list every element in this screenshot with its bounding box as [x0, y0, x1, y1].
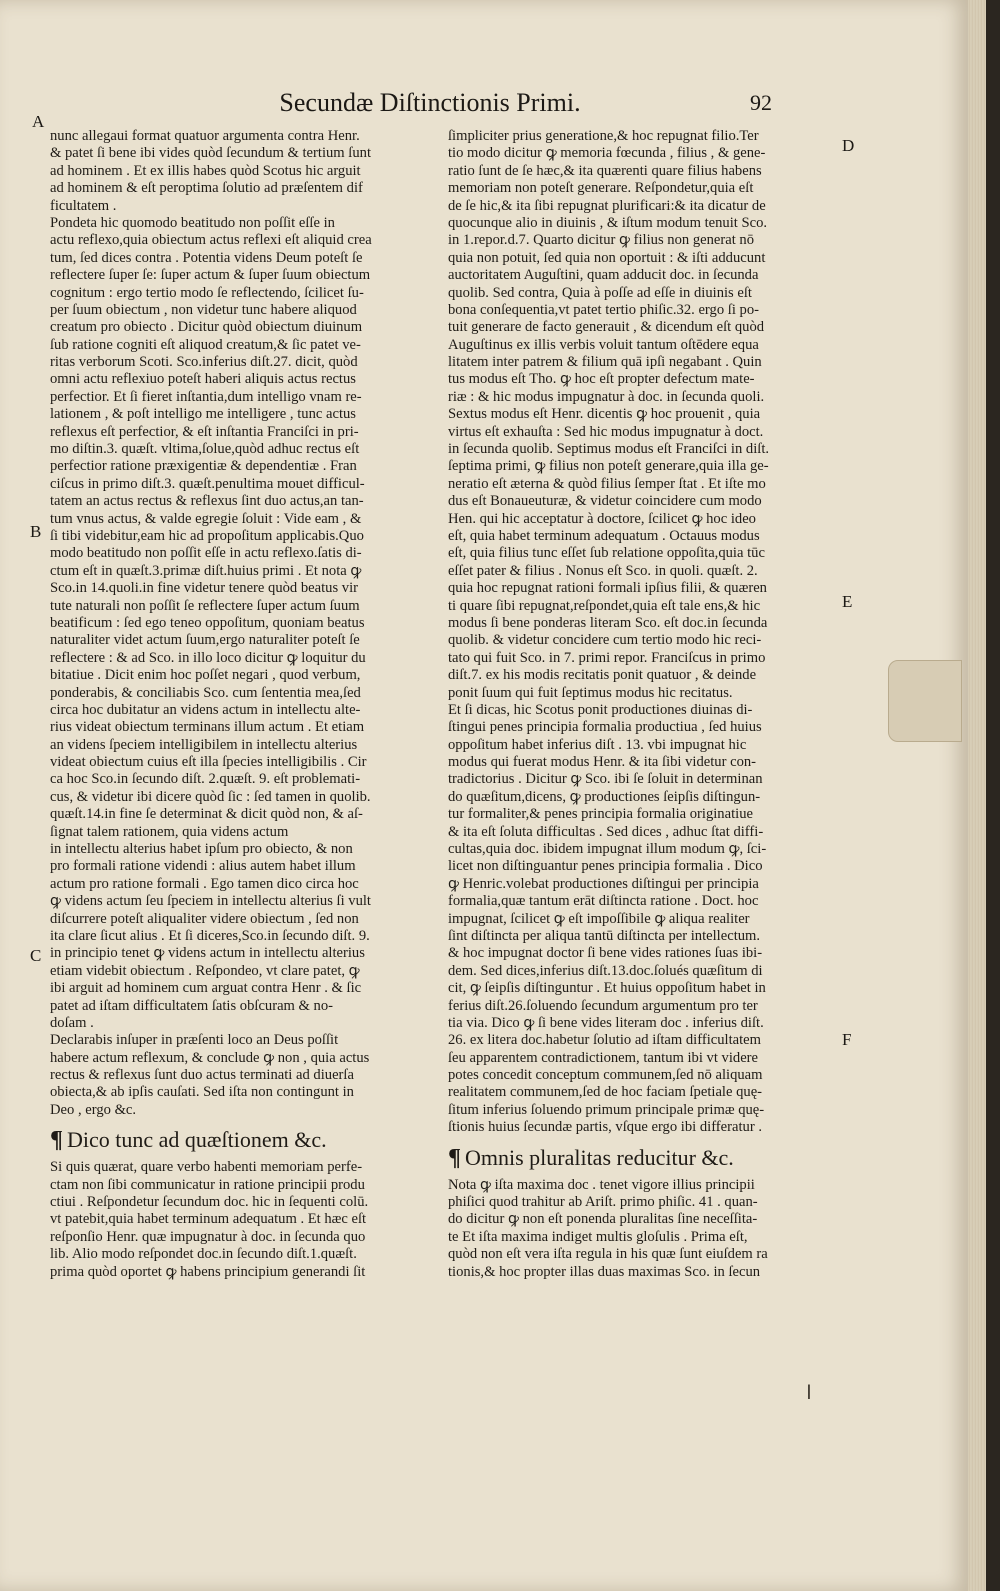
text-line: ita clare ſicut alius . Et ſi diceres,Sco.in ſecundo diſt. 9.: [50, 927, 370, 944]
text-line: beatificum : ſed ego teneo oppoſitum, quoniam beatus: [50, 614, 365, 631]
text-line: riæ : & hic modus impugnatur à doc. in ſecunda quoli.: [448, 388, 765, 405]
text-line: ſeu apparentem contradictionem, tantum ibi vt videre: [448, 1049, 759, 1066]
text-line: modus ſi bene ponderas literam Sco. eſt doc.in ſecunda: [448, 614, 768, 631]
text-line: perfectior. Et ſi fieret inſtantia,dum intelligo vnam re-: [50, 388, 362, 405]
text-line: Et ſi dicas, hic Scotus ponit productiones diuinas di-: [448, 701, 753, 718]
text-line: reflectere : & ad Sco. in illo loco dicitur ꝙ loquitur du: [50, 649, 366, 666]
text-line: impugnat, ſcilicet ꝙ eſt impoſſibile ꝙ aliqua realiter: [448, 910, 750, 927]
text-line: realitatem communem,ſed de hoc faciam ſpetiale quę-: [448, 1084, 763, 1101]
page-clip: [888, 660, 962, 742]
text-line: ctiui . Reſpondetur ſecundum doc. hic in ſequenti colū.: [50, 1194, 369, 1211]
text-line: dus eſt Bonaueuturæ, & videtur coincidere cum modo: [448, 493, 762, 510]
text-line: memoriam non poteſt generare. Reſpondetur,quia eſt: [448, 180, 754, 197]
text-line: Declarabis inſuper in præſenti loco an Deus poſſit: [50, 1032, 339, 1049]
text-line: do quæſitum,dicens, ꝙ productiones ſeipſis diſtingun-: [448, 788, 761, 805]
text-line: licet non diſtinguantur penes principia formalia . Dico: [448, 858, 763, 875]
text-line: ſint diſtincta per aliqua tantū diſtincta per intellectum.: [448, 927, 761, 944]
text-line: ritas verborum Scoti. Sco.inferius diſt.27. dicit, quòd: [50, 354, 358, 371]
left-column-body: [50, 128, 450, 1119]
text-line: ꝙ Henric.volebat productiones diſtingui per principia: [448, 875, 759, 892]
text-line: Sextus modus eſt Henr. dicentis ꝙ hoc prouenit , quia: [448, 406, 761, 423]
margin-letter-e: E: [842, 592, 853, 611]
text-line: dem. Sed dices,inferius diſt.13.doc.ſolués quæſitum di: [448, 962, 763, 979]
text-line: ſi tibi videbitur,eam hic ad propoſitum applicabis.Quo: [50, 527, 364, 544]
margin-letter-d: D: [842, 136, 855, 155]
text-line: rius videat obiectum terminans illum actum . Et etiam: [50, 719, 365, 736]
folio-number: 92: [750, 90, 772, 115]
text-line: bona conſequentia,vt patet tertio phiſic.32. ergo ſi po-: [448, 301, 759, 318]
text-line: formalia,quæ tantum erāt diſtincta ratione . Doct. hoc: [448, 893, 759, 910]
text-line: ratio ſunt de ſe hæc,& ita quærenti quare filius habens: [448, 162, 762, 179]
text-line: ti quare ſibi repugnat,reſpondet,quia eſt tale ens,& hic: [448, 597, 761, 614]
text-line: doſam .: [50, 1014, 94, 1031]
section-heading-left: [50, 1125, 450, 1155]
margin-letter-c: C: [30, 946, 42, 965]
text-line: Auguſtinus ex illis verbis voluit tantum oſtēdere equa: [448, 336, 759, 353]
text-line: ſtionis huius ſecundæ partis, vſque ergo ibi differatur .: [448, 1119, 762, 1136]
text-line: cultas,quia doc. ibidem impugnat illum modum ꝙ, ſci-: [448, 841, 767, 858]
text-line: Si quis quærat, quare verbo habenti memoriam perfe-: [50, 1159, 363, 1176]
text-line: ferius diſt.26.ſoluendo ſecundum argumentum pro ter: [448, 997, 758, 1014]
text-line: in ſecunda quolib. Septimus modus eſt Franciſci in diſt.: [448, 441, 770, 458]
text-line: ſimpliciter prius generatione,& hoc repugnat filio.Ter: [448, 128, 759, 144]
text-line: do dicitur ꝙ non eſt ponenda pluralitas ſine neceſſita-: [448, 1211, 758, 1228]
text-line: tato qui fuit Sco. in 7. primi repor. Franciſcus in primo: [448, 649, 766, 666]
text-line: diſcurrere poteſt aliqualiter videre obiectum , ſed non: [50, 910, 359, 927]
right-column-body-after: [448, 1177, 840, 1281]
text-line: quòd non eſt vera iſta regula in his quæ ſunt eiuſdem ra: [448, 1246, 768, 1263]
text-line: in intellectu alterius habet ipſum pro obiecto, & non: [50, 841, 353, 858]
section-heading-right-text: Omnis pluralitas reducitur &c.: [464, 1144, 734, 1170]
text-line: etiam videbit obiectum . Reſpondeo, vt clare patet, ꝙ: [50, 962, 360, 979]
text-line: virtus eſt exhauſta : Sed hic modus impugnatur à doct.: [448, 423, 764, 440]
text-line: tia via. Dico ꝙ ſi bene vides literam doc . inferius diſt.: [448, 1014, 764, 1031]
text-line: Hen. qui hic acceptatur à doctore, ſcilicet ꝙ hoc ideo: [448, 510, 756, 527]
text-line: videat obiectum cuius eſt illa ſpecies intelligibilis . Cir: [50, 754, 367, 771]
section-heading-right: [448, 1143, 840, 1173]
text-line: tum, ſed dices contra . Potentia videns Deum poteſt ſe: [50, 249, 363, 266]
text-line: naturaliter videt actum ſuum,ergo naturaliter poteſt ſe: [50, 632, 360, 649]
text-line: ad hominem & eſt peroptima ſolutio ad præſentem dif: [50, 180, 363, 197]
pilcrow-icon: ¶: [50, 1127, 63, 1154]
text-line: ctum eſt in quæſt.3.primæ diſt.huius primi . Et nota ꝙ: [50, 562, 362, 579]
text-line: creatum pro obiecto . Dicitur quòd obiectum diuinum: [50, 319, 363, 336]
text-line: ibi arguit ad hominem cum arguat contra Henr . & ſic: [50, 980, 362, 997]
text-line: obiecta,& ab ipſis cauſati. Sed iſta non contingunt in: [50, 1084, 354, 1101]
text-line: tum vnus actus, & valde egregie ſoluit : Vide eam , &: [50, 510, 362, 527]
text-line: Pondeta hic quomodo beatitudo non poſſit eſſe in: [50, 214, 335, 231]
text-line: vt patebit,quia habet terminum adequatum . Et hæc eſt: [50, 1211, 367, 1228]
text-line: ad hominem . Et ex illis habes quòd Scotus hic arguit: [50, 162, 361, 179]
text-line: quocunque alio in diuinis , & iſtum modum tenuit Sco.: [448, 214, 768, 231]
text-line: potes concedit conceptum communem,ſed nō aliquam: [448, 1067, 763, 1084]
text-line: ſeptima primi, ꝙ filius non poteſt generare,quia illa ge-: [448, 458, 769, 475]
margin-letter-a: A: [32, 112, 45, 131]
text-line: phiſici quod trahitur ab Ariſt. primo phiſic. 41 . quan-: [448, 1194, 758, 1211]
text-line: perfectior ratione præxigentiæ & dependentiæ . Fran: [50, 458, 357, 475]
text-line: oppoſitum habet inferius diſt . 13. vbi impugnat hic: [448, 736, 747, 753]
text-line: eſt, quia filius tunc eſſet ſub relatione oppoſita,quia tūc: [448, 545, 765, 562]
right-column-body: [448, 128, 840, 1137]
text-line: reflectere ſuper ſe: ſuper actum & ſuper ſuum obiectum: [50, 267, 371, 284]
text-line: & ita eſt ſoluta difficultas . Sed dices , adhuc ſtat diffi-: [448, 823, 764, 840]
text-line: quia non potuit, ſed quia non oportuit : & iſti adducunt: [448, 249, 766, 266]
text-line: cus, & videtur ibi dicere quòd ſic : ſed tamen in quolib.: [50, 788, 371, 805]
text-line: in 1.repor.d.7. Quarto dicitur ꝙ filius non generat nō: [448, 232, 755, 249]
text-line: patet ad iſtam difficultatem ſatis obſcuram & no-: [50, 997, 334, 1014]
text-line: ſignat talem rationem, quia videns actum: [50, 823, 289, 840]
section-heading-left-text: Dico tunc ad quæſtionem &c.: [66, 1127, 327, 1153]
text-line: ca hoc Sco.in ſecundo diſt. 2.quæſt. 9. eſt problemati-: [50, 771, 361, 788]
text-line: ꝙ videns actum ſeu ſpeciem in intellectu alterius ſi vult: [50, 893, 371, 910]
text-line: diſt.7. ex his modis recitatis ponit quatuor , & deinde: [448, 667, 757, 684]
text-line: habere actum reflexum, & conclude ꝙ non , quia actus: [50, 1049, 370, 1066]
text-line: lationem , & poſt intelligo me intelligere , tunc actus: [50, 406, 356, 423]
text-line: eſſet pater & filius . Nonus eſt Sco. in quoli. quæſt. 2.: [448, 562, 758, 579]
text-line: ſub ratione cogniti eſt aliquod creatum,& ſic patet ve-: [50, 336, 361, 353]
text-line: 26. ex litera doc.habetur ſolutio ad iſtam difficultatem: [448, 1032, 761, 1049]
text-line: tuit generare de facto generauit , & dicendum eſt quòd: [448, 319, 765, 336]
text-line: mo diſtin.3. quæſt. vltima,ſolue,quòd adhuc rectus eſt: [50, 441, 360, 458]
left-column: [50, 128, 450, 1281]
ink-mark: ǀ: [806, 1380, 812, 1404]
text-line: Deo , ergo &c.: [50, 1101, 137, 1118]
text-line: tatem an actus rectus & reflexus ſint duo actus,an tan-: [50, 493, 364, 510]
text-line: tionis,& hoc propter illas duas maximas Sco. in ſecun: [448, 1263, 761, 1280]
text-line: eſt, quia habet terminum adequatum . Octauus modus: [448, 527, 760, 544]
text-line: neratio eſt æterna & quòd filius ſemper ſtat . Et iſte mo: [448, 475, 766, 492]
text-line: quæſt.14.in fine ſe determinat & dicit quòd non, & aſ-: [50, 806, 363, 823]
pilcrow-icon: ¶: [448, 1144, 461, 1171]
text-line: auctoritatem Auguſtini, quam adducit doc. in ſecunda: [448, 267, 759, 284]
text-line: prima quòd oportet ꝙ habens principium generandi ſit: [50, 1263, 366, 1280]
text-line: cognitum : ergo tertio modo ſe reflectendo, ſcilicet ſu-: [50, 284, 364, 301]
text-line: pro formali ratione videndi : alius autem habet illum: [50, 858, 356, 875]
text-line: de ſe hic,& ita ſibi repugnat plurificari:& ita dicatur de: [448, 197, 766, 214]
margin-letter-b: B: [30, 522, 42, 541]
text-line: tradictorius . Dicitur ꝙ Sco. ibi ſe ſoluit in determinan: [448, 771, 763, 788]
text-line: Sco.in 14.quoli.in fine videtur tenere quòd beatus vir: [50, 580, 359, 597]
text-line: actu reflexo,quia obiectum actus reflexi eſt aliquid crea: [50, 232, 372, 249]
text-line: reſponſio Henr. quæ impugnatur à doc. in ſecunda quo: [50, 1228, 366, 1245]
text-line: quia hoc repugnat rationi formali ipſius filii, & quæren: [448, 580, 767, 597]
text-line: & hoc impugnat doctor ſi bene vides rationes ſuas ibi-: [448, 945, 763, 962]
text-line: litatem inter patrem & filium quā ipſi negabant . Quin: [448, 354, 762, 371]
text-line: circa hoc dubitatur an videns actum in intellectu alte-: [50, 701, 361, 718]
margin-letter-f: F: [842, 1030, 852, 1049]
text-line: ponit ſuum qui fuit ſeptimus modus hic recitatus.: [448, 684, 733, 701]
text-line: quolib. & videtur concidere cum tertio modo hic reci-: [448, 632, 762, 649]
right-column: [448, 128, 840, 1281]
text-line: actum pro ratione formali . Ego tamen dico circa hoc: [50, 875, 359, 892]
text-line: ponderabis, & conciliabis Sco. cum ſententia mea,ſed: [50, 684, 361, 701]
text-line: nunc allegaui format quatuor argumenta contra Henr.: [50, 128, 360, 144]
text-line: modus qui fuerat modus Henr. & ita ſibi videtur con-: [448, 754, 757, 771]
text-line: ficultatem .: [50, 197, 117, 214]
text-line: modo beatitudo non poſſit eſſe in actu reflexo.ſatis di-: [50, 545, 362, 562]
text-line: per ſuum obiectum , non videtur tunc habere aliquod: [50, 301, 357, 318]
text-line: ctam non ſibi communicatur in ratione principii produ: [50, 1176, 365, 1193]
text-line: cit, ꝙ ſeipſis diſtinguntur . Et huius oppoſitum habet in: [448, 980, 766, 997]
left-column-body-after: [50, 1159, 450, 1281]
text-line: ſtingui penes principia formalia productiua , ſed huius: [448, 719, 762, 736]
text-line: ſitum inferius ſoluendo primum principale primæ quę-: [448, 1101, 765, 1118]
text-line: te Et iſta maxima indiget multis gloſulis . Prima eſt,: [448, 1228, 748, 1245]
text-line: tio modo dicitur ꝙ memoria fœcunda , filius , & gene-: [448, 145, 766, 162]
text-line: in principio tenet ꝙ videns actum in intellectu alterius: [50, 945, 365, 962]
text-line: tus modus eſt Tho. ꝙ hoc eſt propter defectum mate-: [448, 371, 755, 388]
text-line: tute naturali non poſſit ſe reflectere ſuper actum ſuum: [50, 597, 360, 614]
text-line: an videns ſpeciem intelligibilem in intellectu alterius: [50, 736, 358, 753]
text-line: & patet ſi bene ibi vides quòd ſecundum & tertium ſunt: [50, 145, 372, 162]
text-line: reflexus eſt perfectior, & eſt inſtantia Franciſci in pri-: [50, 423, 359, 440]
text-line: quolib. Sed contra, Quia à poſſe ad eſſe in diuinis eſt: [448, 284, 752, 301]
text-line: lib. Alio modo reſpondet doc.in ſecundo diſt.1.quæſt.: [50, 1246, 357, 1263]
text-line: ciſcus in primo diſt.3. quæſt.penultima mouet difficul-: [50, 475, 365, 492]
running-title: Secundæ Diſtinctionis Primi.: [279, 88, 581, 117]
binding-shadow: [986, 0, 1000, 1591]
text-line: omni actu reflexiuo poteſt haberi aliquis actus rectus: [50, 371, 356, 388]
text-line: tur formaliter,& penes principia formalia originatiue: [448, 806, 753, 823]
text-line: Nota ꝙ iſta maxima doc . tenet vigore illius principii: [448, 1176, 755, 1193]
text-line: rectus & reflexus ſunt duo actus terminati ad diuerſa: [50, 1067, 354, 1084]
text-line: bitatiue . Dicit enim hoc poſſet negari , quod verbum,: [50, 667, 361, 684]
